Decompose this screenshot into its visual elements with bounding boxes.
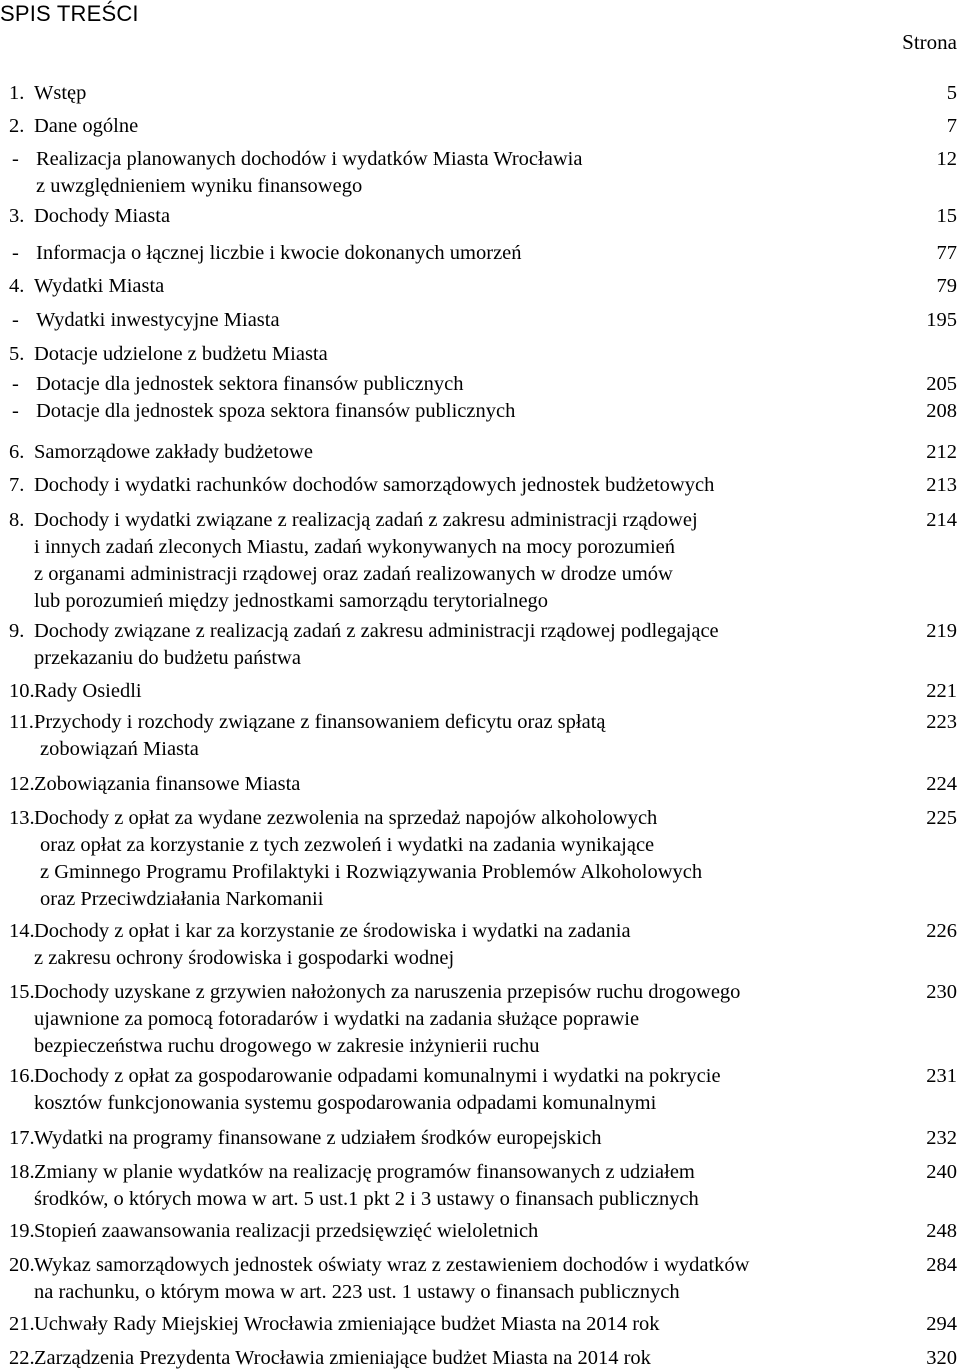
- toc-entry: [0, 678, 960, 705]
- toc-entry-text: [34, 1252, 749, 1306]
- toc-entry-text: [34, 507, 698, 615]
- toc-entry: [0, 618, 960, 672]
- toc-entry-line: Zmiany w planie wydatków na realizację programów finansowanych z udziałem: [34, 1161, 695, 1183]
- toc-entry-line: Stopień zaawansowania realizacji przedsięwzięć wieloletnich: [34, 1220, 539, 1242]
- toc-page-number: 284: [926, 1254, 957, 1276]
- toc-entry-line: Dochody i wydatki rachunków dochodów samorządowych jednostek budżetowych: [34, 474, 715, 496]
- toc-number: 20.: [9, 1254, 35, 1276]
- toc-page-number: 232: [926, 1127, 957, 1149]
- toc-entry-text: [34, 472, 714, 499]
- toc-entry-line: Dochody i wydatki związane z realizacją zadań z zakresu administracji rządowej: [34, 509, 698, 531]
- toc-dash: -: [12, 373, 19, 395]
- toc-number: 3.: [9, 205, 25, 227]
- toc-entry: [0, 918, 960, 972]
- toc-entry-text: [34, 203, 170, 230]
- toc-entry-line: zobowiązań Miasta: [40, 738, 199, 760]
- toc-number: 17.: [9, 1127, 35, 1149]
- toc-entry-text: [34, 341, 328, 368]
- toc-entry: [0, 1063, 960, 1117]
- toc-entry: [0, 1159, 960, 1213]
- toc-entry-line: Wstęp: [34, 82, 87, 104]
- toc-entry-line: ujawnione za pomocą fotoradarów i wydatki na zadania służące poprawie: [34, 1008, 640, 1030]
- toc-entry-line: Dane ogólne: [34, 115, 139, 137]
- toc-entry-line: Wydatki Miasta: [34, 275, 165, 297]
- toc-entry-line: Dochody związane z realizacją zadań z zakresu administracji rządowej podlegające: [34, 620, 719, 642]
- toc-number: 1.: [9, 82, 25, 104]
- toc-entry-line: Wykaz samorządowych jednostek oświaty wraz z zestawieniem dochodów i wydatków: [34, 1254, 750, 1276]
- toc-entry-line: bezpieczeństwa ruchu drogowego w zakresie inżynierii ruchu: [34, 1035, 540, 1057]
- toc-subentry: [0, 240, 960, 267]
- toc-dash: -: [12, 148, 19, 170]
- toc-entry: [0, 771, 960, 798]
- toc-entry: [0, 80, 960, 107]
- toc-page-number: 226: [926, 920, 957, 942]
- toc-entry: [0, 507, 960, 615]
- toc-entry-line: oraz opłat za korzystanie z tych zezwoleń i wydatki na zadania wynikające: [40, 834, 655, 856]
- toc-page-number: 231: [926, 1065, 957, 1087]
- toc-entry-line: lub porozumień między jednostkami samorządu terytorialnego: [34, 590, 549, 612]
- toc-number: 12.: [9, 773, 35, 795]
- toc-entry-text: [34, 1063, 721, 1117]
- toc-entry-text: [34, 709, 606, 763]
- toc-page-number: 248: [926, 1220, 957, 1242]
- toc-entry-line: Zarządzenia Prezydenta Wrocławia zmieniające budżet Miasta na 2014 rok: [34, 1347, 651, 1369]
- toc-entry-text: [34, 678, 142, 705]
- toc-number: 5.: [9, 343, 25, 365]
- toc-entry: [0, 472, 960, 499]
- toc-entry-line: Realizacja planowanych dochodów i wydatków Miasta Wrocławia: [36, 148, 583, 170]
- toc-entry-line: Dochody Miasta: [34, 205, 171, 227]
- toc-number: 7.: [9, 474, 25, 496]
- toc-subentry: [0, 371, 960, 398]
- toc-entry: [0, 1311, 960, 1338]
- toc-entry: [0, 1218, 960, 1245]
- toc-number: 16.: [9, 1065, 35, 1087]
- toc-entry-line: Dotacje dla jednostek spoza sektora finansów publicznych: [36, 400, 516, 422]
- page-column-header: Strona: [902, 30, 957, 54]
- toc-entry-text: [34, 273, 164, 300]
- toc-number: 19.: [9, 1220, 35, 1242]
- toc-entry-line: Informacja o łącznej liczbie i kwocie dokonanych umorzeń: [36, 242, 522, 264]
- toc-number: 21.: [9, 1313, 35, 1335]
- toc-entry-text: [34, 1345, 651, 1372]
- toc-entry-line: Zobowiązania finansowe Miasta: [34, 773, 301, 795]
- toc-entry-text: [36, 371, 464, 398]
- toc-page-number: 12: [936, 148, 957, 170]
- toc-entry-line: środków, o których mowa w art. 5 ust.1 pkt 2 i 3 ustawy o finansach publicznych: [34, 1188, 699, 1210]
- toc-entry-line: oraz Przeciwdziałania Narkomanii: [40, 888, 324, 910]
- toc-page-number: 214: [926, 509, 957, 531]
- toc-subentry: [0, 146, 960, 200]
- toc-entry: [0, 203, 960, 230]
- toc-entry: [0, 273, 960, 300]
- toc-page-number: 7: [946, 115, 957, 137]
- toc-entry: [0, 113, 960, 140]
- toc-page-number: 230: [926, 981, 957, 1003]
- toc-page-number: 79: [936, 275, 957, 297]
- toc-entry-line: na rachunku, o którym mowa w art. 223 ust. 1 ustawy o finansach publicznych: [34, 1281, 680, 1303]
- toc-page-number: 224: [926, 773, 957, 795]
- toc-number: 13.: [9, 807, 35, 829]
- toc-entry: [0, 1125, 960, 1152]
- toc-page-number: 294: [926, 1313, 957, 1335]
- document-title: SPIS TREŚCI: [0, 1, 139, 26]
- toc-number: 2.: [9, 115, 25, 137]
- toc-number: 9.: [9, 620, 25, 642]
- toc-entry-line: Dochody z opłat za gospodarowanie odpadami komunalnymi i wydatki na pokrycie: [34, 1065, 721, 1087]
- toc-entry: [0, 709, 960, 763]
- toc-page-number: 225: [926, 807, 957, 829]
- toc-entry: [0, 979, 960, 1060]
- toc-number: 18.: [9, 1161, 35, 1183]
- toc-page-number: 212: [926, 441, 957, 463]
- toc-entry: [0, 341, 960, 368]
- toc-number: 10.: [9, 680, 35, 702]
- toc-number: 14.: [9, 920, 35, 942]
- toc-entry-text: [34, 1159, 699, 1213]
- toc-number: 11.: [9, 711, 34, 733]
- toc-entry: [0, 439, 960, 466]
- toc-entry-text: [36, 398, 515, 425]
- toc-page-number: 221: [926, 680, 957, 702]
- toc-number: 15.: [9, 981, 35, 1003]
- toc-page-number: 213: [926, 474, 957, 496]
- toc-page-number: 5: [946, 82, 957, 104]
- toc-entry-line: z zakresu ochrony środowiska i gospodarki wodnej: [34, 947, 455, 969]
- toc-entry-text: [34, 805, 702, 913]
- toc-entry: [0, 1252, 960, 1306]
- toc-page-number: 219: [926, 620, 957, 642]
- toc-page-number: 205: [926, 373, 957, 395]
- toc-entry-text: [34, 618, 719, 672]
- toc-entry-line: Dochody z opłat i kar za korzystanie ze środowiska i wydatki na zadania: [34, 920, 631, 942]
- toc-entry-line: Rady Osiedli: [34, 680, 142, 702]
- toc-entry-line: Dotacje udzielone z budżetu Miasta: [34, 343, 328, 365]
- toc-page-number: 223: [926, 711, 957, 733]
- toc-entry-line: z uwzględnieniem wyniku finansowego: [36, 175, 363, 197]
- toc-page-number: 195: [926, 309, 957, 331]
- toc-entry-line: Dotacje dla jednostek sektora finansów publicznych: [36, 373, 464, 395]
- toc-number: 6.: [9, 441, 25, 463]
- toc-entry: [0, 1345, 960, 1372]
- toc-page-number: 77: [936, 242, 957, 264]
- toc-page-number: 320: [926, 1347, 957, 1369]
- toc-entry-line: kosztów funkcjonowania systemu gospodarowania odpadami komunalnymi: [34, 1092, 657, 1114]
- toc-entry-text: [34, 918, 631, 972]
- toc-entry-text: [36, 307, 280, 334]
- toc-subentry: [0, 307, 960, 334]
- toc-page-number: 208: [926, 400, 957, 422]
- toc-dash: -: [12, 242, 19, 264]
- toc-entry-text: [34, 439, 313, 466]
- toc-number: 4.: [9, 275, 25, 297]
- toc-entry-text: [34, 979, 740, 1060]
- toc-entry-text: [34, 1311, 660, 1338]
- toc-entry-text: [34, 771, 300, 798]
- toc-entry-text: [34, 80, 86, 107]
- toc-entry-line: przekazaniu do budżetu państwa: [34, 647, 301, 669]
- toc-dash: -: [12, 309, 19, 331]
- toc-number: 8.: [9, 509, 25, 531]
- toc-subentry: [0, 398, 960, 425]
- toc-page-number: 240: [926, 1161, 957, 1183]
- toc-entry-text: [36, 240, 522, 267]
- toc-entry-line: z Gminnego Programu Profilaktyki i Rozwiązywania Problemów Alkoholowych: [40, 861, 703, 883]
- toc-entry-line: Wydatki na programy finansowane z udziałem środków europejskich: [34, 1127, 602, 1149]
- toc-entry-text: [34, 1218, 538, 1245]
- toc-entry: [0, 805, 960, 913]
- toc-entry-line: Uchwały Rady Miejskiej Wrocławia zmieniające budżet Miasta na 2014 rok: [34, 1313, 660, 1335]
- toc-entry-line: Dochody z opłat za wydane zezwolenia na sprzedaż napojów alkoholowych: [34, 807, 658, 829]
- toc-entry-text: [34, 113, 138, 140]
- toc-entry-line: Wydatki inwestycyjne Miasta: [36, 309, 280, 331]
- toc-entry-line: z organami administracji rządowej oraz zadań realizowanych w drodze umów: [34, 563, 673, 585]
- toc-page-number: 15: [936, 205, 957, 227]
- toc-entry-line: Samorządowe zakłady budżetowe: [34, 441, 313, 463]
- toc-number: 22.: [9, 1347, 35, 1369]
- toc-entry-text: [34, 1125, 601, 1152]
- toc-entry-line: i innych zadań zleconych Miastu, zadań wykonywanych na mocy porozumień: [34, 536, 675, 558]
- toc-entry-text: [36, 146, 582, 200]
- toc-entry-line: Przychody i rozchody związane z finansowaniem deficytu oraz spłatą: [34, 711, 606, 733]
- toc-dash: -: [12, 400, 19, 422]
- toc-entry-line: Dochody uzyskane z grzywien nałożonych za naruszenia przepisów ruchu drogowego: [34, 981, 741, 1003]
